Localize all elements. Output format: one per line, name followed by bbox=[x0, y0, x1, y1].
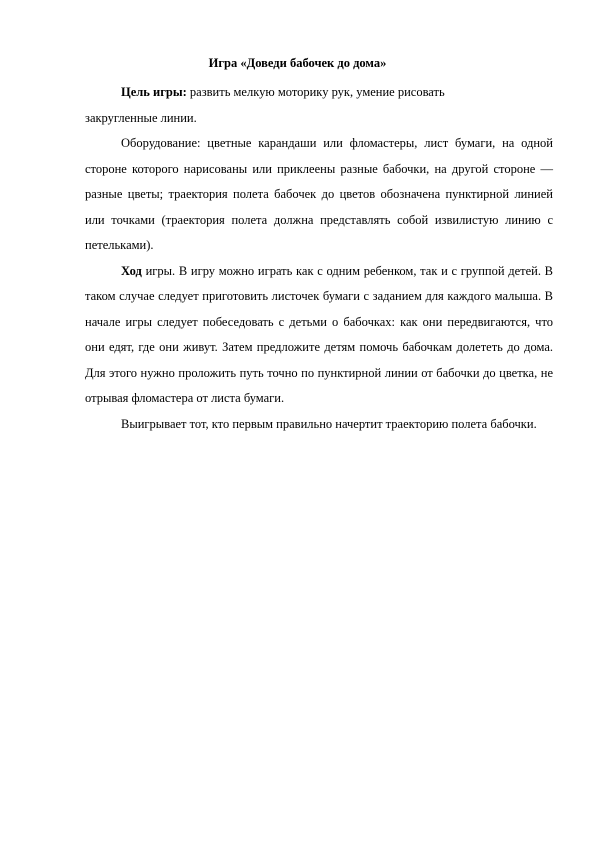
document-body bbox=[85, 80, 553, 437]
procedure-text: игры. В игру можно играть как с одним ребенком, так и с группой детей. В таком случае следует приготовить листочек бумаги с заданием для каждого малыша. В начале игры следует побеседовать с детьми о бабочках: как они передвигаются, что они едят, где они живут. Затем предложите детям помочь бабочкам долететь до дома. Для этого нужно проложить путь точно по пунктирной линии от бабочки до цветка, не отрывая фломастера от листа бумаги. bbox=[85, 263, 553, 405]
goal-text-line1: развить мелкую моторику рук, умение рисовать bbox=[186, 85, 445, 99]
procedure-label: Ход bbox=[121, 263, 142, 278]
goal-label: Цель игры: bbox=[121, 85, 187, 99]
document-title: Игра «Доведи бабочек до дома» bbox=[208, 56, 387, 70]
goal-paragraph-line2: закругленные линии. bbox=[85, 110, 197, 125]
goal-paragraph-line1 bbox=[85, 80, 553, 106]
equipment-paragraph: Оборудование: цветные карандаши или фломастеры, лист бумаги, на одной стороне которого нарисованы или приклеены разные бабочки, на другой стороне — разные цветы; траектория полета бабочек до цветов обозначена пунктирной линией или точками (траектория полета должна представлять собой извилистую линию с петельками). bbox=[85, 136, 553, 252]
procedure-paragraph bbox=[85, 259, 553, 412]
winner-paragraph: Выигрывает тот, кто первым правильно начертит траекторию полета бабочки. bbox=[121, 416, 537, 431]
